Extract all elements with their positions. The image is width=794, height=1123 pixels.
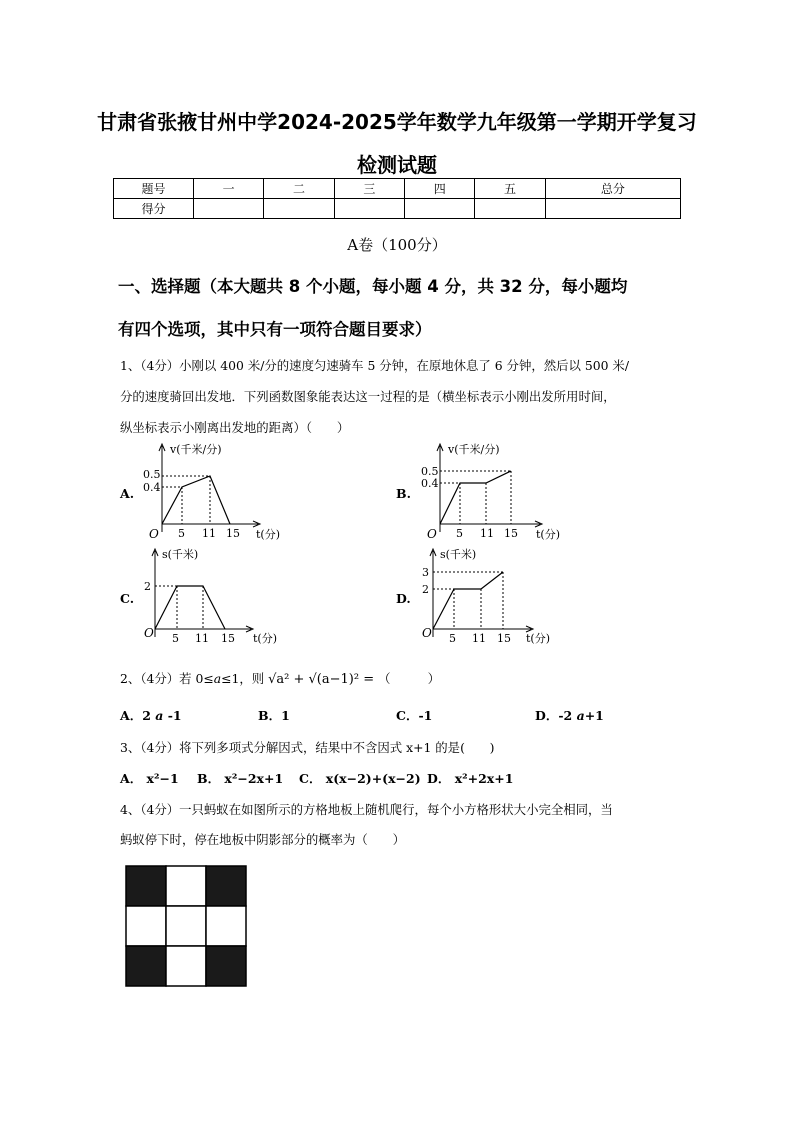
table-cell: 得分 — [114, 199, 194, 219]
section-heading: 一、选择题（本大题共 8 个小题，每小题 4 分，共 32 分，每小题均 — [118, 277, 628, 296]
variable-a: a — [213, 671, 222, 686]
table-cell: 五 — [475, 179, 545, 199]
y-axis-label: v(千米/分) — [448, 443, 500, 456]
score-input-cell[interactable] — [545, 199, 680, 219]
blank-cell — [206, 906, 246, 946]
graph-line — [155, 586, 225, 629]
graph-option-d — [418, 545, 578, 650]
option-c-label[interactable]: C. — [120, 591, 135, 606]
graph-line — [162, 476, 230, 524]
option-label: C．-1 — [396, 708, 433, 723]
question-2-suffix: （ ） — [378, 671, 441, 686]
y-tick-label: 2 — [422, 583, 429, 596]
x-tick-label: 11 — [480, 527, 494, 540]
question-4-line1: 4、（4分）一只蚂蚁在如图所示的方格地板上随机爬行，每个小方格形状大小完全相同，当 — [120, 802, 613, 817]
x-axis-label: t(分) — [256, 528, 281, 541]
shaded-cell — [206, 946, 246, 986]
option-label: D．-2 — [535, 708, 573, 723]
option-d-label[interactable]: D. — [396, 591, 411, 606]
blank-cell — [166, 946, 206, 986]
table-cell: 总分 — [545, 179, 680, 199]
option-var: a — [576, 708, 585, 723]
score-table-header-row — [114, 179, 681, 199]
shaded-cell — [126, 866, 166, 906]
option-var: a — [155, 708, 164, 723]
table-cell: 四 — [405, 179, 475, 199]
x-tick-label: 15 — [504, 527, 518, 540]
score-input-cell[interactable] — [194, 199, 264, 219]
option-tail: -1 — [167, 708, 182, 723]
option-label: A．2 — [120, 708, 151, 723]
option-a-label[interactable]: A. — [120, 486, 135, 501]
score-input-cell[interactable] — [405, 199, 475, 219]
y-tick-label: 0.5 — [143, 468, 161, 481]
x-tick-label: 5 — [456, 527, 463, 540]
x-tick-label: 11 — [195, 632, 209, 645]
q3-option-b[interactable]: B． x²−2x+1 — [197, 771, 284, 786]
origin-label: O — [144, 626, 154, 640]
y-axis-label: v(千米/分) — [170, 443, 222, 456]
score-table-score-row — [114, 199, 681, 219]
q2-option-b[interactable] — [258, 706, 290, 724]
q2-option-d[interactable] — [535, 706, 604, 724]
q3-option-c[interactable]: C． x(x−2)+(x−2) — [299, 771, 421, 786]
q2-option-c[interactable] — [396, 706, 432, 724]
y-axis-label: s(千米) — [162, 548, 199, 561]
graph-option-a — [140, 440, 300, 545]
x-tick-label: 5 — [449, 632, 456, 645]
section-heading-line2: 有四个选项，其中只有一项符合题目要求） — [118, 320, 432, 339]
blank-cell — [166, 906, 206, 946]
score-input-cell[interactable] — [334, 199, 404, 219]
score-input-cell[interactable] — [475, 199, 545, 219]
x-axis-label: t(分) — [253, 632, 278, 645]
x-tick-label: 15 — [497, 632, 511, 645]
x-tick-label: 11 — [202, 527, 216, 540]
question-1-line3: 纵坐标表示小刚离出发地的距离）（ ） — [120, 420, 350, 435]
option-b-label[interactable]: B. — [396, 486, 411, 501]
page-title: 甘肃省张掖甘州中学2024-2025学年数学九年级第一学期开学复习 — [97, 110, 697, 134]
graph-option-b — [418, 440, 578, 545]
shaded-cell — [126, 946, 166, 986]
question-2 — [120, 669, 440, 687]
page-title-line2: 检测试题 — [357, 153, 437, 177]
origin-label: O — [149, 527, 159, 541]
question-2-prefix: 2、（4分）若 0≤ — [120, 671, 214, 686]
origin-label: O — [427, 527, 437, 541]
question-2-mid: ≤1，则 — [221, 671, 265, 686]
score-input-cell[interactable] — [264, 199, 334, 219]
x-tick-label: 5 — [172, 632, 179, 645]
shaded-cell — [206, 866, 246, 906]
x-tick-label: 11 — [472, 632, 486, 645]
q3-option-a[interactable]: A． x²−1 — [120, 771, 179, 786]
question-1-line1: 1、（4分）小刚以 400 米/分的速度匀速骑车 5 分钟，在原地休息了 6 分钟，然后以 500 米/ — [120, 358, 629, 373]
question-3: 3、（4分）将下列多项式分解因式，结果中不含因式 x+1 的是( ) — [120, 740, 495, 755]
y-tick-label: 0.5 — [421, 465, 439, 478]
blank-cell — [166, 866, 206, 906]
question-4-line2: 蚂蚁停下时，停在地板中阴影部分的概率为（ ） — [120, 832, 405, 847]
y-axis-label: s(千米) — [440, 548, 477, 561]
radical-formula: √a² + √(a−1)² = — [268, 672, 375, 687]
y-tick-label: 2 — [144, 580, 151, 593]
table-cell: 三 — [334, 179, 404, 199]
blank-cell — [126, 906, 166, 946]
y-tick-label: 3 — [422, 566, 429, 579]
x-axis-label: t(分) — [526, 632, 551, 645]
table-cell: 一 — [194, 179, 264, 199]
x-axis-label: t(分) — [536, 528, 561, 541]
table-cell: 二 — [264, 179, 334, 199]
y-tick-label: 0.4 — [143, 481, 161, 494]
origin-label: O — [422, 626, 432, 640]
x-tick-label: 15 — [221, 632, 235, 645]
table-cell: 题号 — [114, 179, 194, 199]
graph-line — [433, 572, 503, 629]
floor-grid — [124, 864, 250, 990]
option-tail: +1 — [584, 708, 604, 723]
score-table — [113, 178, 681, 219]
question-1-line2: 分的速度骑回出发地．下列函数图象能表达这一过程的是（横坐标表示小刚出发所用时间， — [120, 389, 616, 404]
y-tick-label: 0.4 — [421, 477, 439, 490]
volume-heading: A卷（100分） — [347, 236, 447, 254]
graph-line — [440, 471, 511, 524]
x-tick-label: 15 — [226, 527, 240, 540]
x-tick-label: 5 — [178, 527, 185, 540]
graph-option-c — [140, 545, 300, 650]
option-label: B．1 — [258, 708, 290, 723]
q2-option-a[interactable] — [120, 706, 182, 724]
q3-option-d[interactable]: D． x²+2x+1 — [427, 771, 514, 786]
